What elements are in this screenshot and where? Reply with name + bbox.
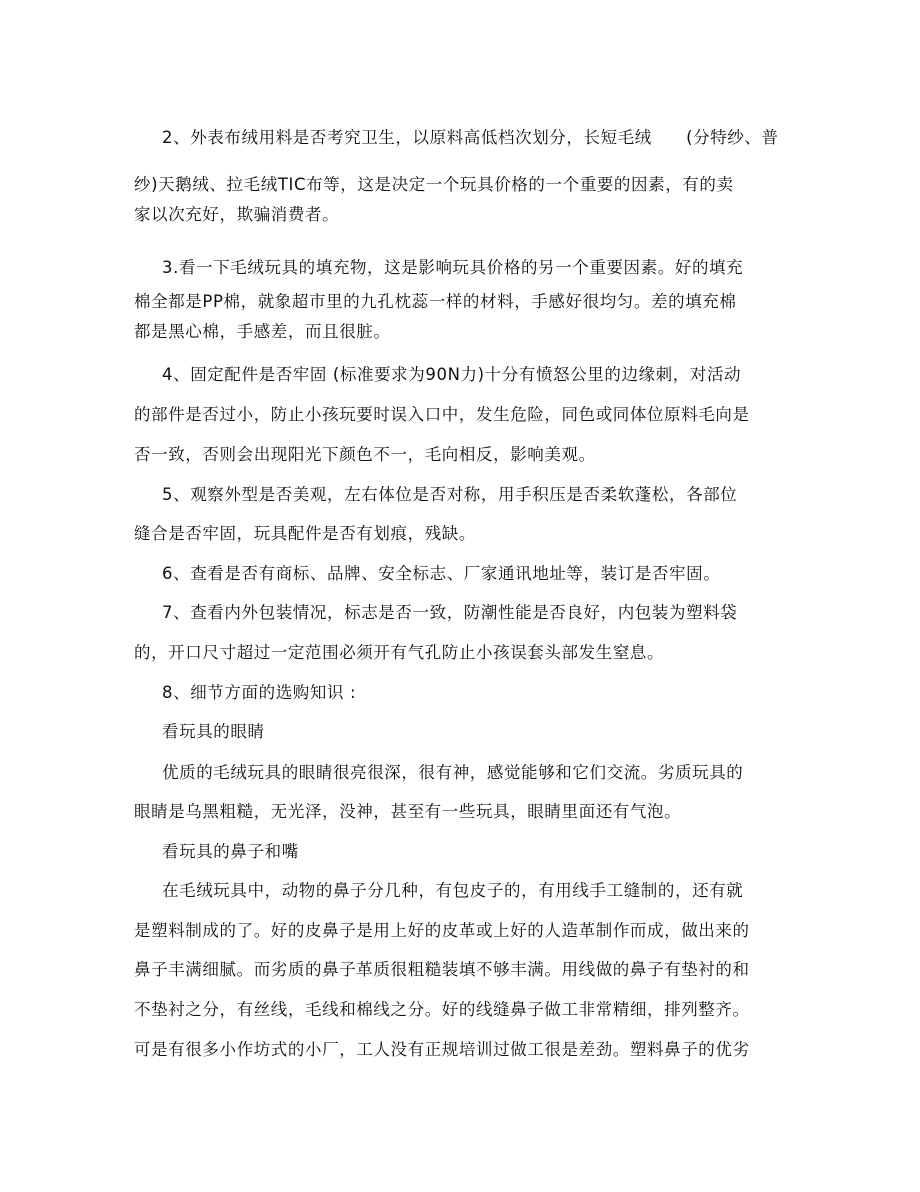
text-line: 家以次充好，欺骗消费者。: [134, 205, 340, 224]
text-line: 可是有很多小作坊式的小厂，工人没有正规培训过做工很是差劲。塑料鼻子的优劣: [134, 1040, 750, 1059]
text-line: 否一致，否则会出现阳光下颜色不一，毛向相反，影响美观。: [134, 445, 596, 464]
text-line: 鼻子丰满细腻。而劣质的鼻子革质很粗糙装填不够丰满。用线做的鼻子有垫衬的和: [134, 960, 750, 979]
text-line: 6、查看是否有商标、品牌、安全标志、厂家通讯地址等，装订是否牢固。: [162, 564, 721, 583]
text-line: 缝合是否牢固，玩具配件是否有划痕，残缺。: [134, 524, 476, 543]
text-line: 是塑料制成的了。好的皮鼻子是用上好的皮革或上好的人造革制作而成，做出来的: [134, 921, 750, 940]
text-line: 优质的毛绒玩具的眼睛很亮很深，很有神，感觉能够和它们交流。劣质玩具的: [162, 763, 744, 782]
text-line: 不垫衬之分，有丝线，毛线和棉线之分。好的线缝鼻子做工非常精细，排列整齐。: [134, 1000, 750, 1019]
text-line: 2、外表布绒用料是否考究卫生，以原料高低档次划分，长短毛绒 (分特纱、普: [162, 128, 779, 147]
text-line: 的部件是否过小，防止小孩玩要时误入口中，发生危险，同色或同体位原料毛向是: [134, 405, 750, 424]
text-line: 棉全都是PP棉，就象超市里的九孔枕蕊一样的材料，手感好很均匀。差的填充棉: [134, 292, 737, 311]
text-line: 的，开口尺寸超过一定范围必须开有气孔防止小孩误套头部发生窒息。: [134, 643, 665, 662]
text-line: 在毛绒玩具中，动物的鼻子分几种，有包皮子的，有用线手工缝制的，还有就: [162, 881, 744, 900]
text-line: 5、观察外型是否美观，左右体位是否对称，用手积压是否柔软蓬松，各部位: [162, 485, 738, 504]
text-line: 眼睛是乌黑粗糙，无光泽，没神，甚至有一些玩具，眼睛里面还有气泡。: [134, 802, 682, 821]
text-line: 3.看一下毛绒玩具的填充物，这是影响玩具价格的另一个重要因素。好的填充: [162, 258, 744, 277]
text-line: 7、查看内外包装情况，标志是否一致，防潮性能是否良好，内包装为塑料袋: [162, 603, 738, 622]
text-line: 4、固定配件是否牢固 (标准要求为90N力)十分有愤怒公里的边缘刺，对活动: [162, 365, 742, 384]
text-line: 纱)天鹅绒、拉毛绒TIC布等，这是决定一个玩具价格的一个重要的因素，有的卖: [134, 175, 734, 194]
text-line: 看玩具的眼睛: [162, 722, 265, 741]
text-line: 看玩具的鼻子和嘴: [162, 842, 299, 861]
text-line: 都是黑心棉，手感差，而且很脏。: [134, 322, 391, 341]
text-line: 8、细节方面的选购知识 :: [162, 683, 357, 702]
